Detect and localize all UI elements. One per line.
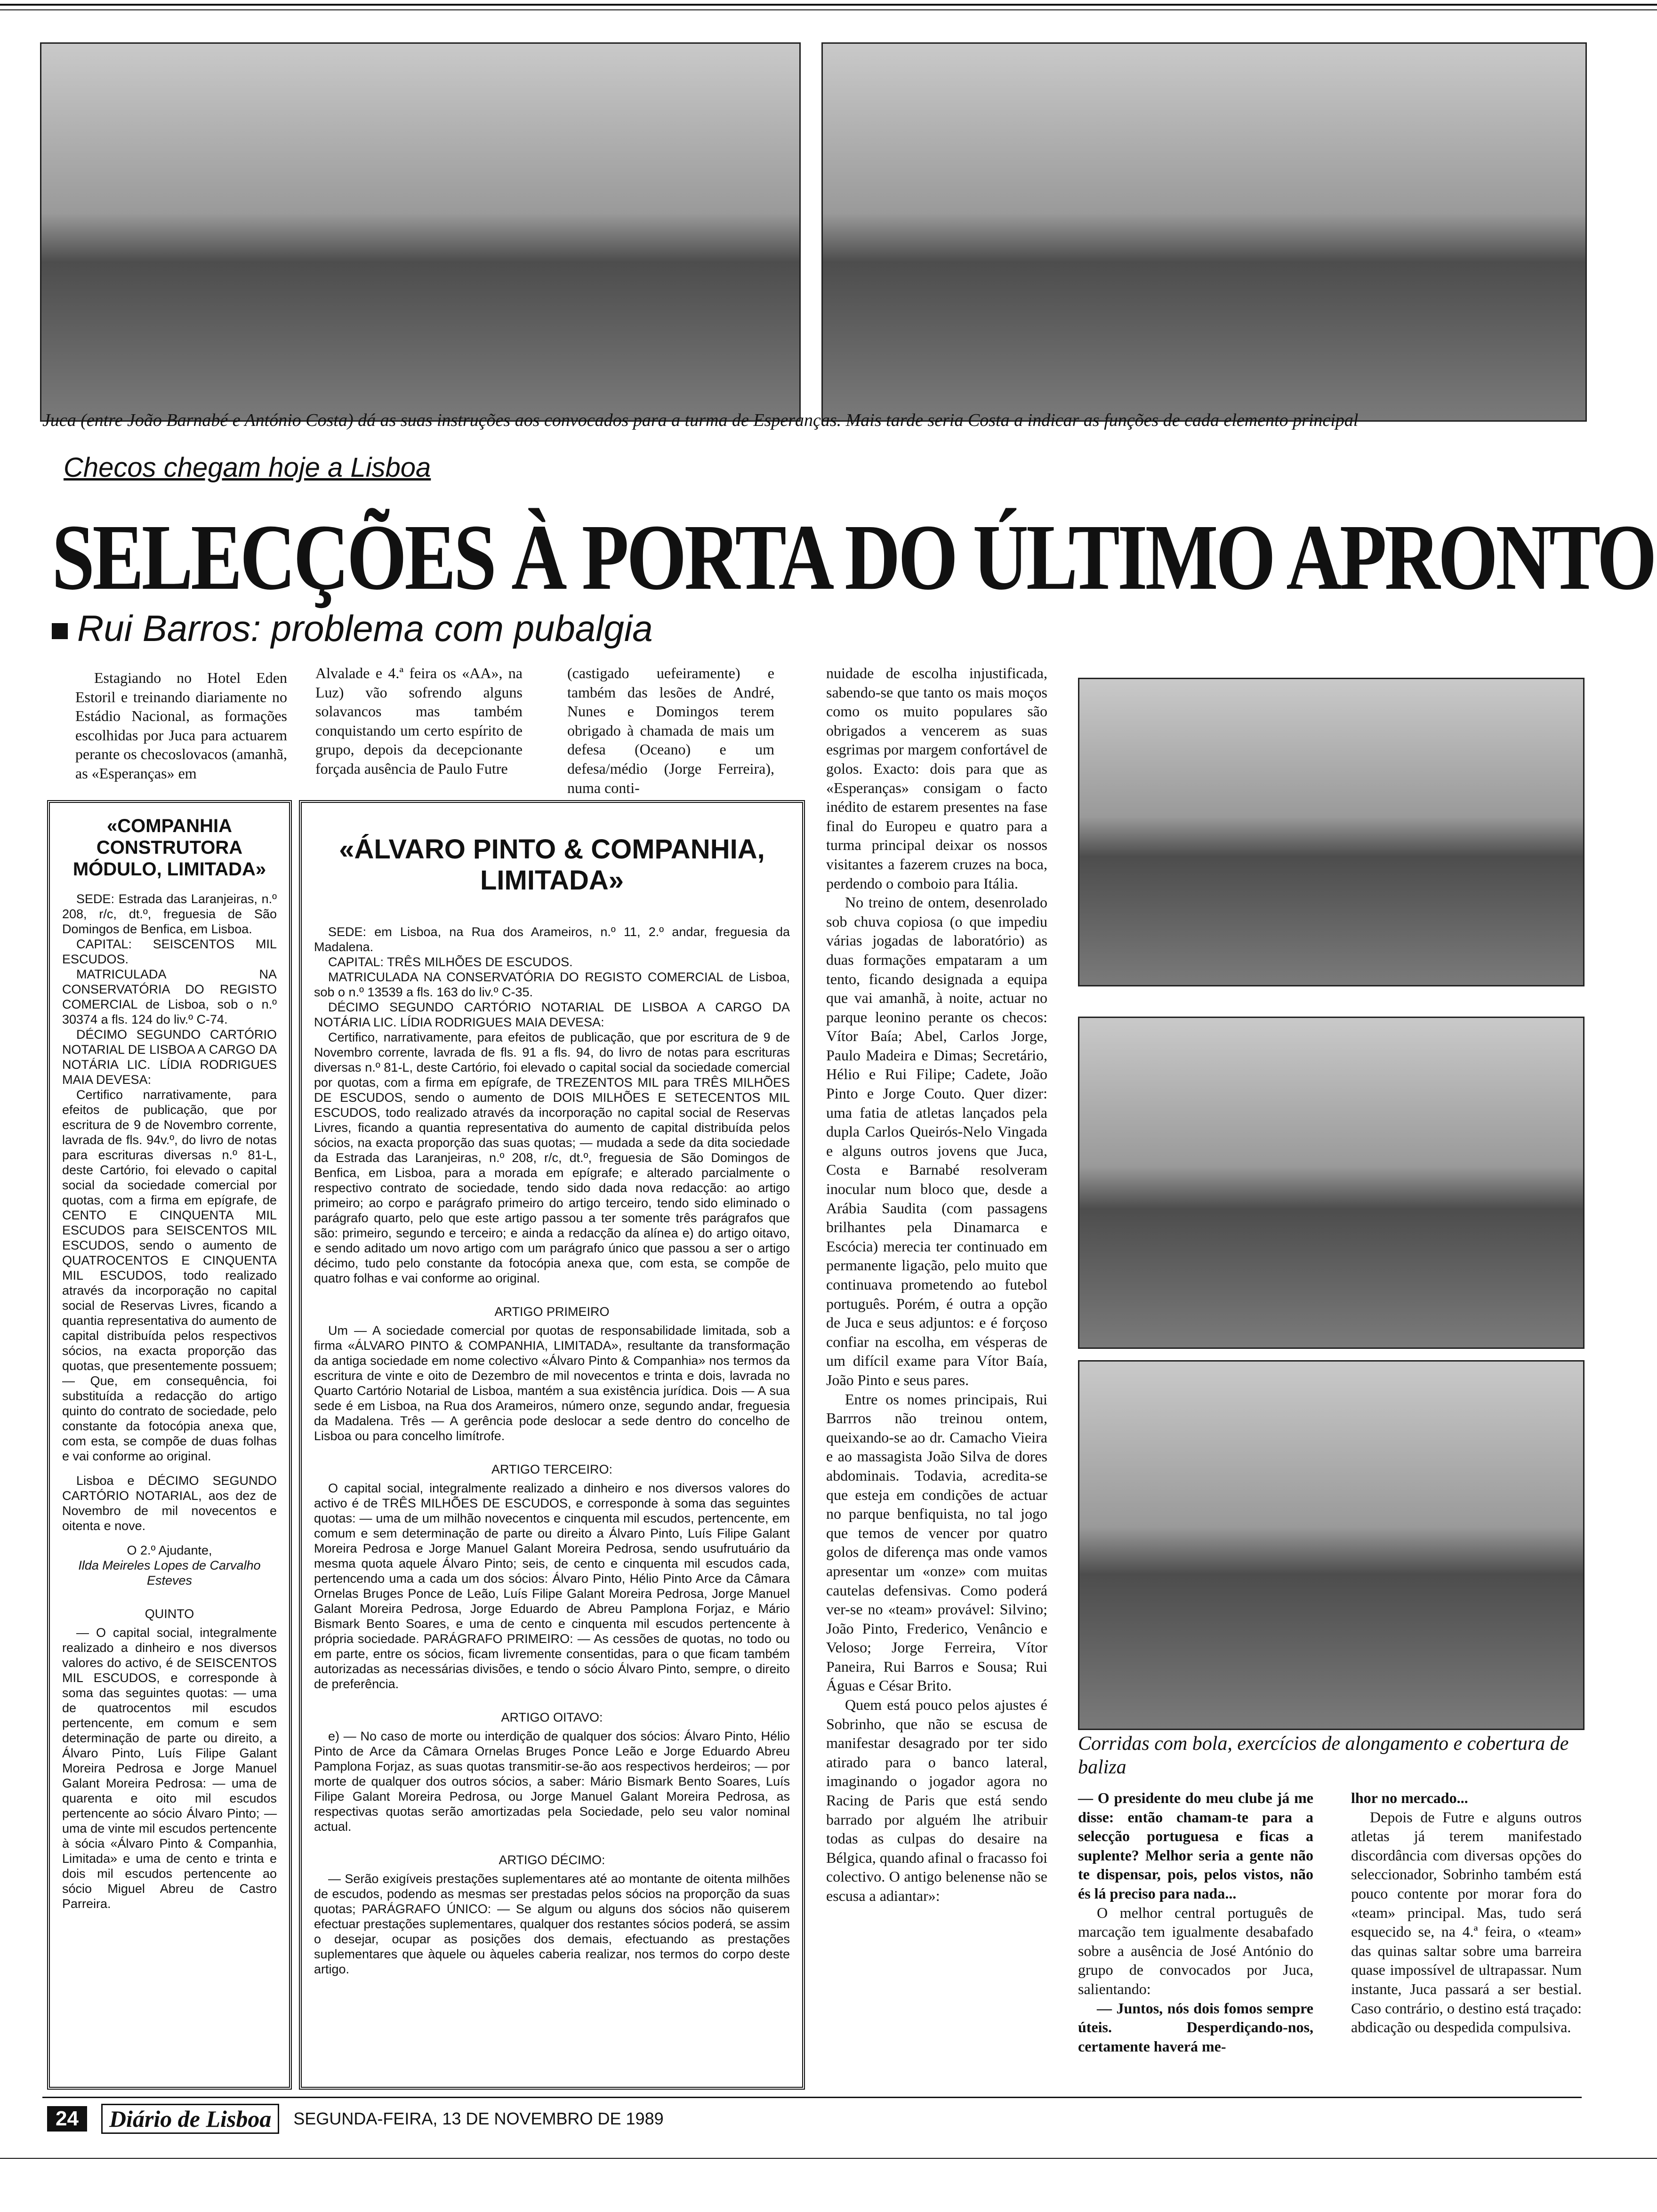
notice1-sign-name: Ilda Meireles Lopes de Carvalho Esteves xyxy=(78,1558,261,1587)
photo-running xyxy=(1078,678,1585,986)
article-col-1 xyxy=(75,668,287,783)
notice1-p7: — O capital social, integralmente realizado a dinheiro e nos diversos valores do activo, é de SEISCENTOS MIL ESCUDOS, e corresponde à soma das seguintes quotas: — uma de quatrocentos mil escudos pertencente, em comum e sem determinação de parte ou direito, a Álvaro Pinto, Luís Filipe Galant Moreira Pedrosa e Jorge Manuel Galant Moreira Pedrosa: — uma de quarenta e oito mil escudos pertencente ao sócio Álvaro Pinto; — uma de vinte mil escudos pertencente à sócia «Álvaro Pinto & Companhia, Limitada» e uma de cento e trinta e dois mil escudos pertencente ao sócio Miguel Abreu de Castro Parreira. xyxy=(62,1626,277,1911)
newspaper-logo: Diário de Lisboa xyxy=(101,2104,279,2134)
notice2-h3: ARTIGO OITAVO: xyxy=(501,1710,603,1724)
top-rule xyxy=(0,4,1657,6)
col5-p2: O melhor central português de marcação tem igualmente desabafado sobre a ausência de José António do grupo de convocados por Juca, salientando: xyxy=(1078,1904,1313,1997)
page-number: 24 xyxy=(47,2106,87,2132)
col4-p2: No treino de ontem, desenrolado sob chuva copiosa (o que impediu várias jogadas de laboratório) as duas formações empataram a um tento, ficando designada a equipa que vai amanhã, à noite, actuar no parque leonino perante os checos: Vítor Baía; Abel, Carlos Jorge, Paulo Madeira e Dimas; Secretário, Hélio e Rui Filipe; Cadete, João Pinto e Jorge Couto. Quer dizer: uma fatia de atletas lançados pela dupla Carlos Queirós-Nelo Vingada e alguns outros jovens que Juca, Costa e Barnabé resolveram inocular num bloco que, desde a Arábia Saudita (com passagens brilhantes pela Dinamarca e Escócia) merecia ter continuado em permanente ligação, pelo muito que continuava prometendo ao futebol português. Porém, é outra a opção de Juca e seus adjuntos: e é forçoso confiar na escolha, em vésperas de um difícil exame para Vítor Baía, João Pinto e seus pares. xyxy=(826,894,1047,1388)
bullet-icon xyxy=(52,623,68,639)
col3-text: (castigado uefeiramente) e também das lesões de André, Nunes e Domingos terem obrigado à chamada de mais um defesa (Oceano) e um defesa/médio (Jorge Ferreira), numa conti- xyxy=(567,665,774,796)
col4-p1: nuidade de escolha injustificada, sabendo-se que tanto os mais moços como os muito populares são obrigados a vencerem as suas esgrimas por margem confortável de golos. Exacto: dois para que as «Esperanças» consigam o facto inédito de estarem presentes na fase final do Europeu e quatro para a turma principal deixar os nossos visitantes a fazerem cruzes na boca, perdendo o comboio para Itália. xyxy=(826,665,1047,892)
notice2-h2: ARTIGO TERCEIRO: xyxy=(491,1462,613,1476)
col4-p3: Entre os nomes principais, Rui Barrros não treinou ontem, queixando-se ao dr. Camacho Vieira e ao massagista João Silva de dores abdominais. Todavia, acredita-se que esteja em condições de actuar no parque benfiquista, no tal jogo que temos de vencer por quatro golos de diferença mas onde vamos apresentar um «onze» com muitas cautelas defensivas. Como poderá ver-se no «team» provável: Silvino; João Pinto, Frederico, Venâncio e Veloso; Jorge Ferreira, Vítor Paneira, Rui Barros e Sousa; Rui Águas e César Brito. xyxy=(826,1390,1047,1694)
notice2-p5: Certifico, narrativamente, para efeitos de publicação, que por escritura de 9 de Novembro corrente, lavrada de fls. 91 a fls. 94, do livro de notas para escrituras diversas n.º 81-L, deste Cartório, foi elevado o capital social da sociedade comercial por quotas, com a firma em epígrafe, de TREZENTOS MIL para TRÊS MILHÕES DE ESCUDOS, sendo o aumento de DOIS MILHÕES E SETECENTOS MIL ESCUDOS, todo realizado através da incorporação no capital social de Reservas Livres, ficando a quantia representativa do aumento de capital distribuída pelos sócios, na exacta proporção das suas quotas; — mudada a sede da dita sociedade da Estrada das Laranjeiras, n.º 208, r/c, dt.º, freguesia de São Domingos de Benfica, em Lisboa, para a morada em epígrafe; e alterado parcialmente o respectivo contrato de sociedade, tendo sido dada nova redacção: ao artigo primeiro; ao corpo e parágrafo primeiro do artigo terceiro, tendo sido eliminado o parágrafo quarto, pelo que este artigo passou a ter somente três parágrafos que são: primeiro, segundo e terceiro; e ainda a redacção da alínea e) do artigo oitavo, e sendo aditado um novo artigo com um parágrafo único que passou a ser o artigo décimo, tudo pelo constante da fotocópia anexa que, com esta, se compõe de quatro folhas e vai conforme ao original. xyxy=(314,1030,790,1285)
notice1-p3: MATRICULADA NA CONSERVATÓRIA DO REGISTO COMERCIAL de Lisboa, sob o n.º 30374 a fls. 124 do liv.º C-74. xyxy=(62,967,277,1026)
col6-quote-end: lhor no mercado... xyxy=(1351,1789,1468,1806)
notice2-p2: CAPITAL: TRÊS MILHÕES DE ESCUDOS. xyxy=(328,955,573,969)
photo-caption-right: Corridas com bola, exercícios de alongamento e cobertura de baliza xyxy=(1078,1733,1569,1778)
top-rule-thin xyxy=(0,9,1657,10)
col5-p3: — Juntos, nós dois fomos sempre úteis. Desperdiçando-nos, certamente haverá me- xyxy=(1078,1999,1313,2055)
article-col-6 xyxy=(1351,1788,1582,2037)
footer-rule xyxy=(42,2097,1582,2098)
notice2-title: «ÁLVARO PINTO & COMPANHIA, LIMITADA» xyxy=(339,834,765,896)
publication-date: SEGUNDA-FEIRA, 13 DE NOVEMBRO DE 1989 xyxy=(293,2109,664,2128)
notice2-a1: Um — A sociedade comercial por quotas de responsabilidade limitada, sob a firma «ÁLVARO PINTO & COMPANHIA, LIMITADA», resultante da transformação da antiga sociedade em nome colectivo «Álvaro Pinto & Companhia» nos termos da escritura de vinte e oito de Dezembro de mil novecentos e trinta e dois, lavrada no Quarto Cartório Notarial de Lisboa, mantém a sua existência jurídica. Dois — A sua sede é em Lisboa, na Rua dos Arameiros, número onze, segundo andar, freguesia da Madalena. Três — A gerência pode deslocar a sede dentro do concelho de Lisboa ou para concelho limítrofe. xyxy=(314,1323,790,1443)
notice1-p6: Lisboa e DÉCIMO SEGUNDO CARTÓRIO NOTARIAL, aos dez de Novembro de mil novecentos e oitenta e nove. xyxy=(62,1474,277,1533)
col5-quote: — O presidente do meu clube já me disse: então chamam-te para a selecção portuguesa e ficas a suplente? Melhor seria a gente não te dispensar, pois, pelos vistos, não és lá preciso para nada... xyxy=(1078,1789,1313,1902)
bottom-rule xyxy=(0,2158,1657,2159)
notice1-p4: DÉCIMO SEGUNDO CARTÓRIO NOTARIAL DE LISBOA A CARGO DA NOTÁRIA LIC. LÍDIA RODRIGUES MAIA DEVESA: xyxy=(62,1027,277,1087)
photo-training-left xyxy=(40,42,801,422)
notice1-quinto-heading: QUINTO xyxy=(145,1607,194,1621)
legal-notice-modulo xyxy=(47,800,292,2090)
notice1-p2: CAPITAL: SEISCENTOS MIL ESCUDOS. xyxy=(62,937,277,966)
notice2-a3: e) — No caso de morte ou interdição de qualquer dos sócios: Álvaro Pinto, Hélio Pinto de Arce da Câmara Ornelas Bruges Ponce Leão e Jorge Eduardo Abreu Pamplona Forjaz, as suas quotas transmitir-se-ão aos respectivos herdeiros; — por morte de qualquer dos outros sócios, a saber: Mário Bismark Bento Soares, Luís Filipe Galant Moreira Pedrosa, ou Jorge Manuel Galant Moreira Pedrosa, as respectivas quotas serão amortizadas pela Sociedade, pelo seu valor nominal actual. xyxy=(314,1729,790,1834)
col6-p2: Depois de Futre e alguns outros atletas já terem manifestado discordância com diversas opções do seleccionador, Sobrinho também está pouco contente por morar fora do «team» principal. Mas, tudo será esquecido se, na 4.ª feira, o «team» das quinas saltar sobre uma barreira quase impossível de ultrapassar. Num instante, Juca passará a ser bestial. Caso contrário, o destino está traçado: abdicação ou despedida compulsiva. xyxy=(1351,1808,1582,2036)
article-col-4 xyxy=(826,664,1047,1906)
article-col-3 xyxy=(567,664,774,797)
notice2-h1: ARTIGO PRIMEIRO xyxy=(494,1305,610,1319)
photo-goalkeeping xyxy=(1078,1360,1585,1730)
notice2-h4: ARTIGO DÉCIMO: xyxy=(499,1853,605,1867)
notice1-title: «COMPANHIA CONSTRUTORA MÓDULO, LIMITADA» xyxy=(72,816,266,880)
notice2-p3: MATRICULADA NA CONSERVATÓRIA DO REGISTO COMERCIAL de Lisboa, sob o n.º 13539 a fls. 163 do liv.º C-35. xyxy=(314,970,790,999)
article-col-5 xyxy=(1078,1788,1313,2056)
article-subhead xyxy=(52,607,653,650)
photo-stretching xyxy=(1078,1017,1585,1349)
subhead-text: Rui Barros: problema com pubalgia xyxy=(77,608,653,649)
notice2-a4: — Serão exigíveis prestações suplementares até ao montante de oitenta milhões de escudos, podendo as mesmas ser prestadas pelos sócios na proporção da suas quotas; PARÁGRAFO ÚNICO: — Se algum ou alguns dos sócios não quiserem efectuar prestações suplementares, qualquer dos restantes sócios poderá, se assim o desejar, ocupar as posições dos demais, efectuando as prestações suplementares que àquele ou àqueles caberia realizar, nos termos do corpo deste artigo. xyxy=(314,1872,790,1976)
notice2-p1: SEDE: em Lisboa, na Rua dos Arameiros, n.º 11, 2.º andar, freguesia da Madalena. xyxy=(314,925,790,954)
article-headline: SELECÇÕES À PORTA DO ÚLTIMO APRONTO xyxy=(52,505,1655,609)
legal-notice-alvaro-pinto xyxy=(299,800,805,2090)
col4-p4: Quem está pouco pelos ajustes é Sobrinho, que não se escusa de manifestar desagrado por ter sido atirado para o banco lateral, imaginando o jogador agora no Racing de Paris que está sendo barrado por alguém lhe atribuir todas as culpas do desaire na Bélgica, quando afinal o fracasso foi colectivo. O antigo belenense não se escusa a adiantar»: xyxy=(826,1696,1047,1904)
page-footer xyxy=(47,2104,664,2134)
article-col-2 xyxy=(315,664,523,778)
notice2-a2: O capital social, integralmente realizado a dinheiro e nos diversos valores do activo é de TRÊS MILHÕES DE ESCUDOS, e corresponde à soma das seguintes quotas: — uma de um milhão novecentos e cinquenta mil escudos, pertencente, em comum e sem determinação de parte ou direito a Álvaro Pinto, Luís Filipe Galant Moreira Pedrosa e Jorge Manuel Galant Moreira Pedrosa, sendo usufrutuário da mesma quota aquele Álvaro Pinto; seis, de cento e cinquenta mil escudos cada, pertencendo uma a cada um dos sócios: Álvaro Pinto, Hélio Pinto Arce da Câmara Ornelas Bruges Ponce de Leão, Luís Filipe Galant Moreira Pedrosa, Jorge Manuel Galant Moreira Pedrosa, Jorge Eduardo de Abreu Pamplona Forjaz, e Mário Bismark Bento Soares, e uma de cento e cinquenta mil escudos pertencente à própria sociedade. PARÁGRAFO PRIMEIRO: — As cessões de quotas, no todo ou em parte, entre os sócios, ficam livremente consentidas, para o que ficam também autorizadas as necessárias divisões, e tendo o sócio Álvaro Pinto, sempre, o direito de preferência. xyxy=(314,1481,790,1691)
photo-training-right xyxy=(821,42,1587,422)
notice1-sign-role: O 2.º Ajudante, xyxy=(127,1543,212,1557)
article-kicker: Checos chegam hoje a Lisboa xyxy=(64,452,431,483)
col2-text: Alvalade e 4.ª feira os «AA», na Luz) vão sofrendo alguns solavancos mas também conquistando um certo espírito de grupo, depois da decepcionante forçada ausência de Paulo Futre xyxy=(315,665,523,777)
notice1-p1: SEDE: Estrada das Laranjeiras, n.º 208, r/c, dt.º, freguesia de São Domingos de Benfica, em Lisboa. xyxy=(62,892,277,936)
notice1-p5: Certifico narrativamente, para efeitos de publicação, que por escritura de 9 de Novembro corrente, lavrada de fls. 94v.º, do livro de notas para escrituras diversas n.º 81-L, deste Cartório, foi elevado o capital social da sociedade comercial por quotas, com a firma em epígrafe, de CENTO E CINQUENTA MIL ESCUDOS para SEISCENTOS MIL ESCUDOS, sendo o aumento de QUATROCENTOS E CINQUENTA MIL ESCUDOS, todo realizado através da incorporação no capital social de Reservas Livres, ficando a quantia representativa do aumento de capital distribuída pelos respectivos sócios, na exacta proporção das quotas, que presentemente possuem; — Que, em consequência, foi substituída a redacção do artigo quinto do contrato de sociedade, pelo constante da fotocópia anexa que, com esta, se compõe de duas folhas e vai conforme ao original. xyxy=(62,1088,277,1463)
photo-caption-top: Juca (entre João Barnabé e António Costa) dá as suas instruções aos convocados para a turma de Esperanças. Mais tarde seria Costa a indicar as funções de cada elemento principal xyxy=(42,410,1359,430)
col1-text: Estagiando no Hotel Eden Estoril e treinando diariamente no Estádio Nacional, as formações escolhidas por Juca para actuarem perante os checoslovacos (amanhã, as «Esperanças» em xyxy=(75,669,287,782)
notice2-p4: DÉCIMO SEGUNDO CARTÓRIO NOTARIAL DE LISBOA A CARGO DA NOTÁRIA LIC. LÍDIA RODRIGUES MAIA DEVESA: xyxy=(314,1000,790,1029)
